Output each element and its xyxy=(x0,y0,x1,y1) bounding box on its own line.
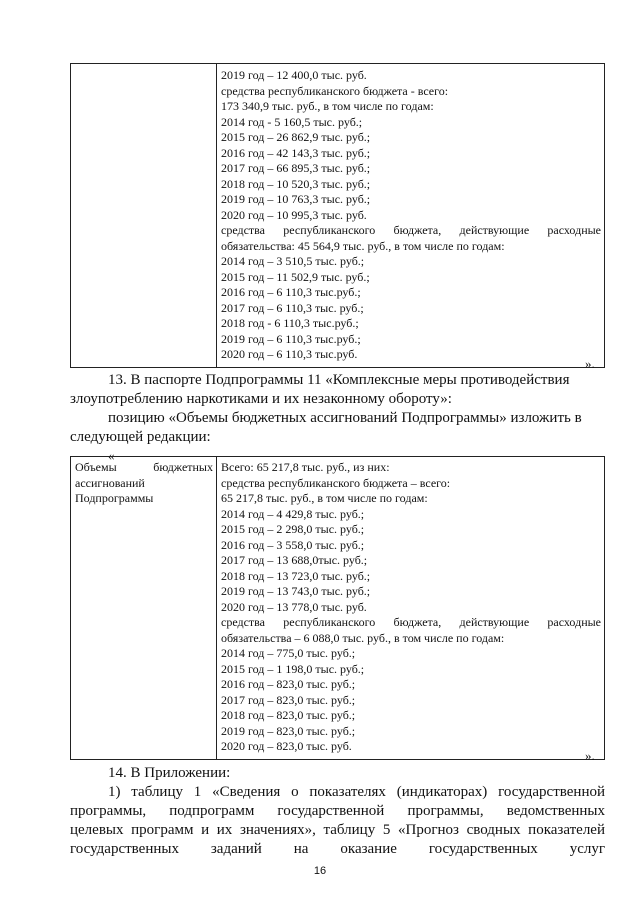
page-number: 16 xyxy=(313,865,327,877)
label-line-2: ассигнований xyxy=(75,475,145,490)
value-line: средства республиканского бюджета, действующие расходные xyxy=(221,615,601,629)
value-line: 2015 год – 26 862,9 тыс. руб.; xyxy=(221,130,371,144)
value-line: 2019 год – 823,0 тыс. руб.; xyxy=(221,723,356,738)
value-line: 2018 год – 823,0 тыс. руб.; xyxy=(221,708,356,722)
values-block xyxy=(221,68,601,223)
value-line: 2016 год – 42 143,3 тыс. руб.; xyxy=(221,145,371,160)
value-line: 2018 год – 10 520,3 тыс. руб.; xyxy=(221,176,371,191)
value-line: средства республиканского бюджета – всего: xyxy=(221,475,451,490)
label-cell xyxy=(71,457,217,760)
value-line: 2014 год – 4 429,8 тыс. руб.; xyxy=(221,506,365,521)
value-line: 2019 год – 10 763,3 тыс. руб.; xyxy=(221,192,371,206)
values-cell xyxy=(217,64,605,368)
label-line-1: Объемы бюджетных xyxy=(75,460,213,474)
closing-quote-1: ». xyxy=(585,356,595,371)
label-line-3: Подпрограммы xyxy=(75,491,154,505)
section-13-line2: злоупотреблению наркотиками и их незаконному обороту»: xyxy=(70,391,452,407)
value-line: 2016 год – 6 110,3 тыс.руб.; xyxy=(221,285,361,299)
values-justified-block xyxy=(221,223,601,239)
value-line: обязательства: 45 564,9 тыс. руб., в том числе по годам: xyxy=(221,238,505,253)
value-line: 2018 год - 6 110,3 тыс.руб.; xyxy=(221,316,359,330)
section-13-line3: позицию «Объемы бюджетных ассигнований Подпрограммы» изложить в xyxy=(108,410,582,426)
value-line: 2020 год – 13 778,0 тыс. руб. xyxy=(221,599,367,614)
value-line: средства республиканского бюджета, действующие расходные xyxy=(221,223,601,237)
section-14-line3: программы, подпрограмм государственной программы, ведомственных xyxy=(70,803,605,819)
value-line: 2017 год – 13 688,0тыс. руб.; xyxy=(221,553,368,567)
value-line: 2020 год – 823,0 тыс. руб. xyxy=(221,739,352,753)
values-block xyxy=(221,460,601,615)
values-justified-block xyxy=(221,615,601,631)
opening-quote: « xyxy=(108,448,115,463)
value-line: 2016 год – 3 558,0 тыс. руб.; xyxy=(221,537,365,552)
section-13-heading: 13. В паспорте Подпрограммы 11 «Комплексные меры противодействия xyxy=(108,372,570,388)
value-line: 2016 год – 823,0 тыс. руб.; xyxy=(221,677,356,691)
value-line: 2019 год – 13 743,0 тыс. руб.; xyxy=(221,584,371,598)
value-line: обязательства – 6 088,0 тыс. руб., в том числе по годам: xyxy=(221,630,505,645)
value-line: 2014 год – 775,0 тыс. руб.; xyxy=(221,646,356,660)
value-line: 2019 год – 6 110,3 тыс.руб.; xyxy=(221,331,361,346)
section-14-line2: 1) таблицу 1 «Сведения о показателях (индикаторах) государственной xyxy=(108,784,605,800)
section-13-line4: следующей редакции: xyxy=(70,429,211,445)
section-14-line5: государственных заданий на оказание государственных услуг xyxy=(70,841,605,857)
values-cell xyxy=(217,457,605,760)
value-line: Всего: 65 217,8 тыс. руб., из них: xyxy=(221,460,390,474)
value-line: 2015 год – 11 502,9 тыс. руб.; xyxy=(221,269,370,284)
budget-table-continuation xyxy=(70,63,605,368)
value-line: средства республиканского бюджета - всего: xyxy=(221,83,449,98)
section-14-heading: 14. В Приложении: xyxy=(108,765,231,781)
value-line: 173 340,9 тыс. руб., в том числе по годам: xyxy=(221,99,434,113)
label-cell xyxy=(71,64,217,368)
values-block-2 xyxy=(221,631,601,755)
value-line: 2020 год – 6 110,3 тыс.руб. xyxy=(221,347,358,361)
section-14-line4: целевых программ и их значениях», таблицу 5 «Прогноз сводных показателей xyxy=(70,822,605,838)
value-line: 2014 год – 3 510,5 тыс. руб.; xyxy=(221,254,365,268)
value-line: 65 217,8 тыс. руб., в том числе по годам: xyxy=(221,491,428,505)
value-line: 2015 год – 2 298,0 тыс. руб.; xyxy=(221,522,365,536)
closing-quote-2: ». xyxy=(585,748,595,763)
value-line: 2018 год – 13 723,0 тыс. руб.; xyxy=(221,568,371,583)
value-line: 2015 год – 1 198,0 тыс. руб.; xyxy=(221,661,365,676)
value-line: 2017 год – 823,0 тыс. руб.; xyxy=(221,692,356,707)
values-block-2 xyxy=(221,239,601,363)
value-line: 2014 год - 5 160,5 тыс. руб.; xyxy=(221,114,363,129)
value-line: 2017 год – 6 110,3 тыс. руб.; xyxy=(221,300,364,315)
value-line: 2019 год – 12 400,0 тыс. руб. xyxy=(221,68,367,82)
value-line: 2017 год – 66 895,3 тыс. руб.; xyxy=(221,161,371,175)
budget-table-new xyxy=(70,456,605,760)
value-line: 2020 год – 10 995,3 тыс. руб. xyxy=(221,207,367,222)
